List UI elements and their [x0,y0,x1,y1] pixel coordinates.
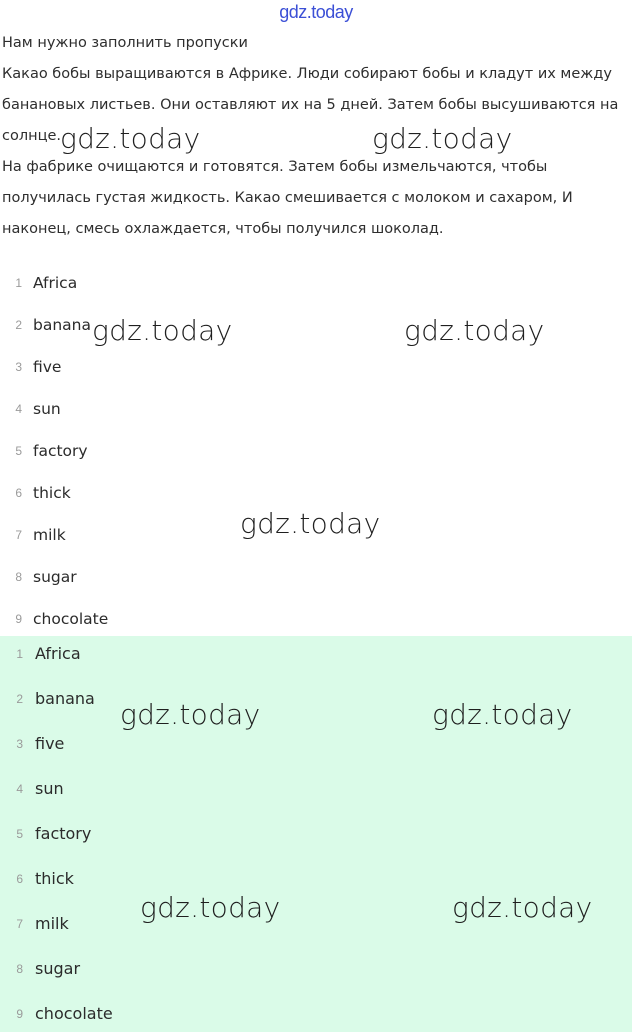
item-number: 1 [16,646,23,661]
list-item [0,1004,113,1023]
item-number: 7 [16,916,23,931]
item-word: factory [35,824,92,843]
list-item [0,400,61,418]
watermark: gdz.today [240,507,381,540]
list-item [0,959,80,978]
item-number: 8 [16,961,23,976]
item-word: sugar [33,568,77,586]
list-item [0,358,61,376]
list-item [0,689,95,708]
watermark: gdz.today [92,314,233,347]
list-item [0,869,74,888]
list-item [0,526,66,544]
paragraph-line: наконец, смесь охлаждается, чтобы получился шоколад. [2,221,444,237]
item-word: five [35,734,65,753]
watermark: gdz.today [140,891,281,924]
item-word: sun [33,400,61,418]
item-word: Africa [35,644,81,663]
item-number: 4 [16,781,23,796]
paragraph-line: Какао бобы выращиваются в Африке. Люди собирают бобы и кладут их между [2,66,612,82]
item-word: thick [35,869,74,888]
list-item [0,484,71,502]
answer-list-highlighted [0,636,632,1032]
task-title: Нам нужно заполнить пропуски [2,35,248,51]
item-number: 2 [15,318,22,332]
item-number: 3 [15,360,22,374]
watermark: gdz.today [452,891,593,924]
item-number: 8 [15,570,22,584]
paragraph-line: На фабрике очищаются и готовятся. Затем бобы измельчаются, чтобы [2,159,548,175]
item-word: chocolate [33,610,109,628]
item-number: 6 [15,486,22,500]
list-item [0,734,64,753]
item-word: thick [33,484,71,502]
site-logo[interactable]: gdz.today [279,2,353,22]
paragraph-line: солнце. [2,128,61,144]
item-number: 3 [16,736,23,751]
item-number: 4 [15,402,22,416]
item-number: 2 [16,691,23,706]
item-number: 1 [15,276,22,290]
item-word: chocolate [35,1004,113,1023]
list-item [0,316,91,334]
item-word: banana [33,316,91,334]
list-item [0,914,69,933]
watermark: gdz.today [60,122,201,155]
list-item [0,779,64,798]
list-item [0,442,88,460]
watermark: gdz.today [432,698,573,731]
list-item [0,644,81,663]
list-item [0,274,77,292]
item-word: banana [35,689,95,708]
list-item [0,824,91,843]
item-number: 9 [16,1006,23,1021]
item-word: sugar [35,959,81,978]
item-number: 7 [15,528,22,542]
item-word: factory [33,442,88,460]
watermark: gdz.today [372,122,513,155]
watermark: gdz.today [404,314,545,347]
item-word: milk [35,914,69,933]
list-item [0,568,77,586]
watermark: gdz.today [120,698,261,731]
paragraph-line: получилась густая жидкость. Какао смешивается с молоком и сахаром, И [2,190,573,206]
item-word: Africa [33,274,78,292]
paragraph-line: банановых листьев. Они оставляют их на 5 дней. Затем бобы высушиваются на [2,97,619,113]
list-item [0,610,108,628]
item-word: five [33,358,62,376]
item-number: 5 [15,444,22,458]
item-word: sun [35,779,64,798]
item-number: 5 [16,826,23,841]
item-word: milk [33,526,66,544]
item-number: 6 [16,871,23,886]
item-number: 9 [15,612,22,626]
